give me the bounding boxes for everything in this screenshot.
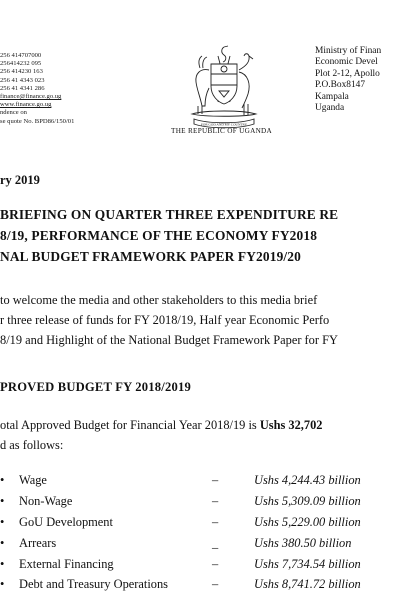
bullet-icon: •: [0, 515, 5, 529]
document-title-line: NAL BUDGET FRAMEWORK PAPER FY2019/20: [0, 249, 301, 264]
budget-summary-text: otal Approved Budget for Financial Year 2018/19 is: [0, 418, 260, 432]
address-line: Ministry of Finan: [315, 46, 382, 56]
budget-item-label: Wage: [19, 473, 47, 487]
budget-item-dash: –: [212, 577, 219, 591]
intro-line: r three release of funds for FY 2018/19, Half year Economic Perfo: [0, 313, 330, 327]
section-title: PROVED BUDGET FY 2018/2019: [0, 380, 191, 394]
document-title-line: 8/19, PERFORMANCE OF THE ECONOMY FY2018: [0, 228, 318, 243]
budget-item-amount: Ushs 380.50 billion: [254, 536, 352, 550]
bullet-icon: •: [0, 557, 5, 571]
budget-item-amount: Ushs 7,734.54 billion: [254, 557, 361, 571]
budget-item-dash: –: [212, 515, 219, 529]
budget-item-label: Arrears: [19, 536, 57, 550]
budget-item-dash: –: [212, 473, 219, 487]
bullet-icon: •: [0, 536, 5, 550]
budget-item-amount: Ushs 5,229.00 billion: [254, 515, 361, 529]
address-line: Kampala: [315, 91, 349, 102]
phone-line: 256 414707000: [0, 52, 42, 59]
budget-item-label: External Financing: [19, 557, 114, 571]
address-line: Uganda: [315, 103, 345, 114]
motto-text: FOR GOD AND MY COUNTRY: [200, 122, 248, 127]
bullet-icon: •: [0, 577, 5, 591]
ministry-address: [315, 46, 381, 114]
budget-summary-line: d as follows:: [0, 438, 64, 452]
reference-number: se quote No. BPD86/150/01: [0, 117, 75, 125]
budget-summary-line: [0, 418, 322, 433]
phone-line: 256 41 4341 286: [0, 84, 45, 92]
budget-item-label: Non-Wage: [19, 494, 73, 508]
intro-line: 8/19 and Highlight of the National Budget Framework Paper for FY: [0, 333, 338, 347]
budget-item-amount: Ushs 8,741.72 billion: [254, 577, 361, 591]
budget-item-dash: –: [212, 494, 219, 508]
intro-line: to welcome the media and other stakeholders to this media brief: [0, 293, 318, 307]
budget-item-label: Debt and Treasury Operations: [19, 577, 169, 591]
phone-line: 256 41 4343 023: [0, 76, 45, 84]
budget-total: Ushs 32,702: [259, 418, 323, 432]
document-title-line: BRIEFING ON QUARTER THREE EXPENDITURE RE: [0, 207, 339, 222]
republic-caption: THE REPUBLIC OF UGANDA: [171, 127, 273, 135]
budget-item-dash: _: [212, 536, 219, 550]
correspondence-note: ndence on: [0, 109, 27, 117]
budget-item-label: GoU Development: [19, 515, 113, 529]
budget-item-amount: Ushs 5,309.09 billion: [254, 494, 361, 508]
bullet-icon: •: [0, 473, 5, 487]
website-link[interactable]: www.finance.go.ug: [0, 101, 52, 109]
bullet-icon: •: [0, 494, 5, 508]
budget-item-dash: –: [212, 557, 219, 571]
document-date: ry 2019: [0, 173, 40, 187]
address-line: P.O.Box8147: [315, 80, 366, 91]
email-link[interactable]: finance@finance.go.ug: [0, 93, 62, 101]
address-line: Plot 2-12, Apollo: [315, 68, 380, 79]
address-line: Economic Devel: [315, 57, 378, 68]
phone-line: 256 414230 163: [0, 68, 43, 76]
contact-block: [0, 52, 74, 126]
phone-line: 256414232 095: [0, 60, 42, 68]
budget-item-amount: Ushs 4,244.43 billion: [254, 473, 361, 487]
coat-of-arms-icon: [178, 44, 270, 132]
